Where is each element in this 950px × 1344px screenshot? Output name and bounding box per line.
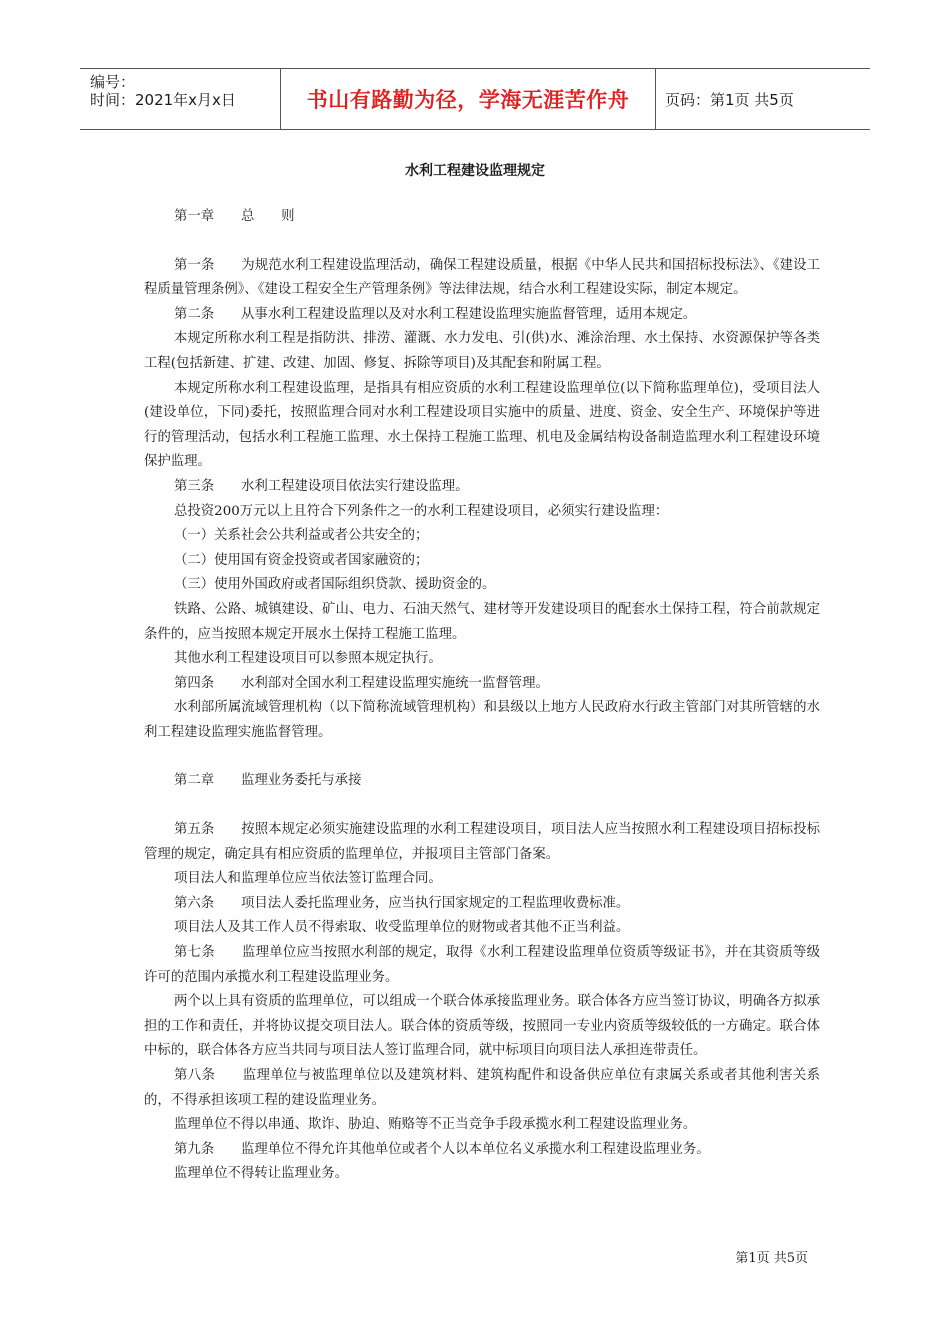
document-body [144,205,820,1187]
page-footer: 第1页 共5页 [735,1251,808,1266]
paragraph: 监理单位不得以串通、欺诈、胁迫、贿赂等不正当竞争手段承揽水利工程建设监理业务。 [174,1117,697,1133]
spacer [144,230,820,254]
spacer [144,745,820,769]
document-title: 水利工程建设监理规定 [405,163,545,179]
paragraph: 项目法人及其工作人员不得索取、收受监理单位的财物或者其他不正当利益。 [174,920,630,936]
header-page-label: 页码：第1页 共5页 [665,90,794,109]
header-motto: 书山有路勤为径，学海无涯苦作舟 [306,88,630,112]
paragraph: 两个以上具有资质的监理单位，可以组成一个联合体承接监理业务。联合体各方应当签订协议，明确各方拟承担的工作和责任，并将协议提交项目法人。联合体的资质等级，按照同一专业内资质等级较低的一方确定。联合体中标的，联合体各方应当共同与项目法人签订监理合同，就中标项目向项目法人承担连带责任。 [144,994,820,1059]
paragraph: 第三条 水利工程建设项目依法实行建设监理。 [174,478,469,494]
paragraph: 本规定所称水利工程是指防洪、排涝、灌溉、水力发电、引(供)水、滩涂治理、水土保持、水资源保护等各类工程(包括新建、扩建、改建、加固、修复、拆除等项目)及其配套和附属工程。 [144,331,820,371]
document-number-label: 编号： [90,73,136,91]
paragraph: 本规定所称水利工程建设监理，是指具有相应资质的水利工程建设监理单位(以下简称监理单位)，受项目法人(建设单位，下同)委托，按照监理合同对水利工程建设项目实施中的质量、进度、资金、安全生产、环境保护等进行的管理活动，包括水利工程施工监理、水土保持工程施工监理、机电及金属结构设备制造监理水利工程建设环境保护监理。 [144,380,820,470]
paragraph: 水利部所属流域管理机构（以下简称流域管理机构）和县级以上地方人民政府水行政主管部门对其所管辖的水利工程建设监理实施监督管理。 [144,700,820,740]
paragraph: 第九条 监理单位不得允许其他单位或者个人以本单位名义承揽水利工程建设监理业务。 [174,1141,710,1157]
document-time-label: 时间：2021年x月x日 [90,91,236,109]
paragraph: （一）关系社会公共利益或者公共安全的； [174,528,429,544]
paragraph: 第八条 监理单位与被监理单位以及建筑材料、建筑构配件和设备供应单位有隶属关系或者其他利害关系的，不得承担该项工程的建设监理业务。 [144,1068,820,1108]
header-page-cell [655,69,870,129]
spacer [144,794,820,818]
paragraph: 铁路、公路、城镇建设、矿山、电力、石油天然气、建材等开发建设项目的配套水土保持工程，符合前款规定条件的，应当按照本规定开展水土保持工程施工监理。 [144,601,820,642]
paragraph: 第七条 监理单位应当按照水利部的规定，取得《水利工程建设监理单位资质等级证书》，并在其资质等级许可的范围内承揽水利工程建设监理业务。 [144,945,820,985]
paragraph: （二）使用国有资金投资或者国家融资的； [174,552,429,568]
paragraph: 项目法人和监理单位应当依法签订监理合同。 [174,871,442,887]
paragraph: 监理单位不得转让监理业务。 [174,1166,349,1182]
paragraph: 其他水利工程建设项目可以参照本规定执行。 [174,651,442,667]
paragraph: 第四条 水利部对全国水利工程建设监理实施统一监督管理。 [174,675,549,691]
paragraph: 第六条 项目法人委托监理业务，应当执行国家规定的工程监理收费标准。 [174,895,630,911]
page-header [80,68,870,130]
paragraph: 第五条 按照本规定必须实施建设监理的水利工程建设项目，项目法人应当按照水利工程建设项目招标投标管理的规定，确定具有相应资质的监理单位，并报项目主管部门备案。 [144,822,820,862]
paragraph: 总投资200万元以上且符合下列条件之一的水利工程建设项目，必须实行建设监理： [174,503,669,519]
header-meta [80,69,281,129]
paragraph: 第一条 为规范水利工程建设监理活动，确保工程建设质量，根据《中华人民共和国招标投标法》、《建设工程质量管理条例》、《建设工程安全生产管理条例》等法律法规，结合水利工程建设实际，制定本规定。 [144,257,820,298]
paragraph: 第二条 从事水利工程建设监理以及对水利工程建设监理实施监督管理，适用本规定。 [174,306,697,322]
chapter-heading: 第二章 监理业务委托与承接 [174,773,362,789]
paragraph: （三）使用外国政府或者国际组织贷款、援助资金的。 [174,577,496,593]
header-motto-cell [281,69,656,129]
chapter-heading: 第一章 总 则 [174,209,295,224]
